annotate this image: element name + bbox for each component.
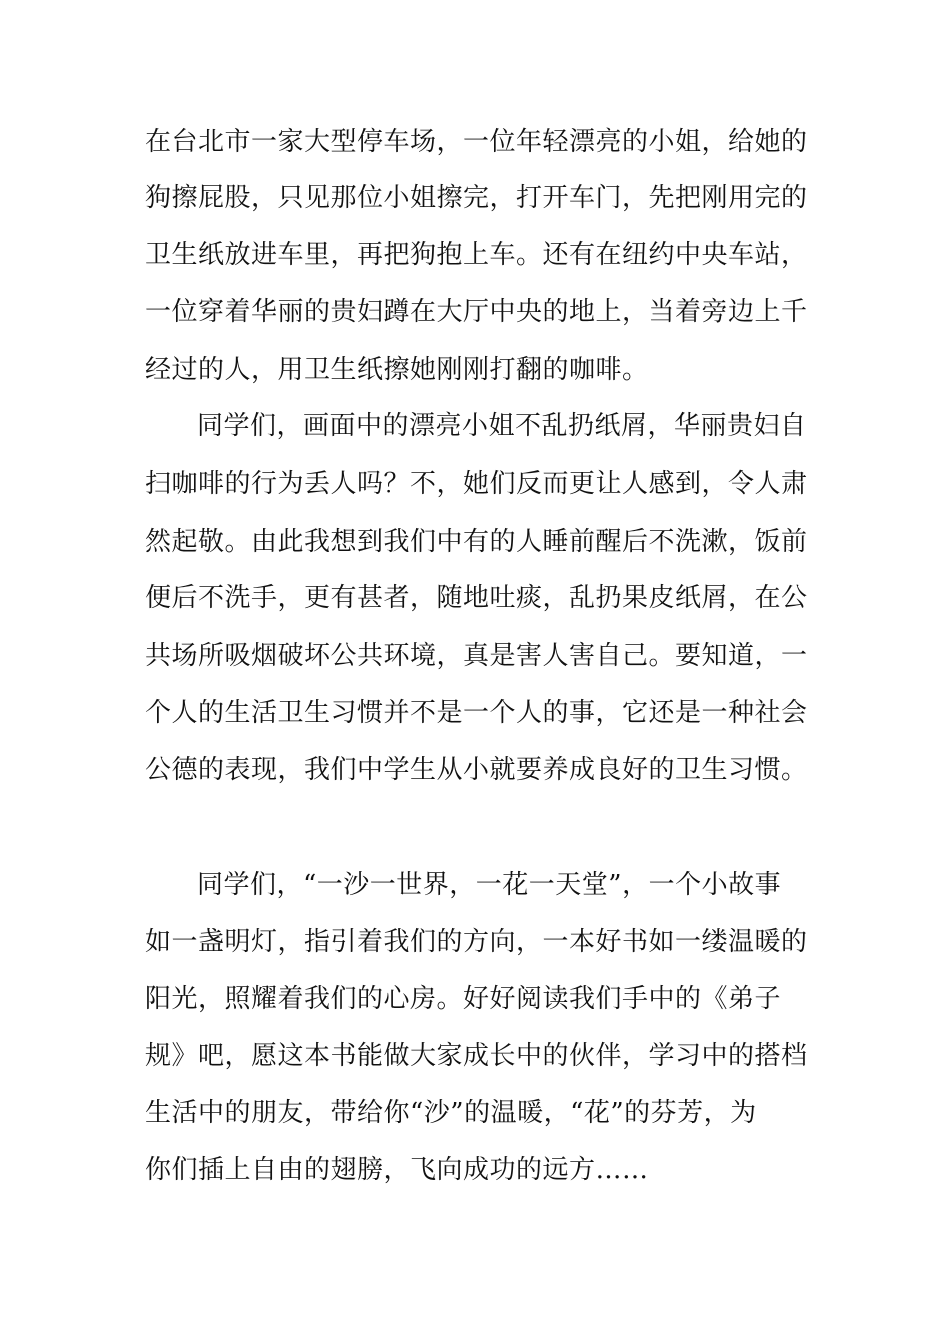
- text-line: 共场所吸烟破坏公共环境，真是害人害自己。要知道，一: [145, 641, 808, 671]
- text-line: 便后不洗手，更有甚者，随地吐痰，乱扔果皮纸屑，在公: [145, 583, 808, 613]
- text-line: 个人的生活卫生习惯并不是一个人的事，它还是一种社会: [145, 698, 808, 728]
- text-line: 在台北市一家大型停车场，一位年轻漂亮的小姐，给她的: [145, 127, 808, 157]
- text-line: 公德的表现，我们中学生从小就要养成良好的卫生习惯。: [145, 755, 808, 785]
- text-line: 卫生纸放进车里，再把狗抱上车。还有在纽约中央车站，: [145, 240, 808, 270]
- text-line: 同学们，画面中的漂亮小姐不乱扔纸屑，华丽贵妇自: [197, 411, 807, 441]
- text-line: 经过的人，用卫生纸擦她刚刚打翻的咖啡。: [145, 355, 649, 385]
- text-line: 如一盏明灯，指引着我们的方向，一本好书如一缕温暖的: [145, 927, 808, 957]
- text-line: 狗擦屁股，只见那位小姐擦完，打开车门，先把刚用完的: [145, 183, 808, 213]
- text-line: 然起敬。由此我想到我们中有的人睡前醒后不洗漱，饭前: [145, 527, 808, 557]
- text-line: 扫咖啡的行为丢人吗？不，她们反而更让人感到，令人肃: [145, 469, 808, 499]
- text-line: 一位穿着华丽的贵妇蹲在大厅中央的地上，当着旁边上千: [145, 297, 808, 327]
- text-line: 同学们，“一沙一世界，一花一天堂”，一个小故事: [197, 870, 782, 900]
- text-line: 阳光，照耀着我们的心房。好好阅读我们手中的《弟子: [145, 984, 782, 1014]
- text-line: 你们插上自由的翅膀，飞向成功的远方……: [145, 1155, 649, 1185]
- text-line: 生活中的朋友，带给你“沙”的温暖，“花”的芬芳，为: [145, 1098, 757, 1128]
- text-line: 规》吧，愿这本书能做大家成长中的伙伴，学习中的搭档: [145, 1041, 808, 1071]
